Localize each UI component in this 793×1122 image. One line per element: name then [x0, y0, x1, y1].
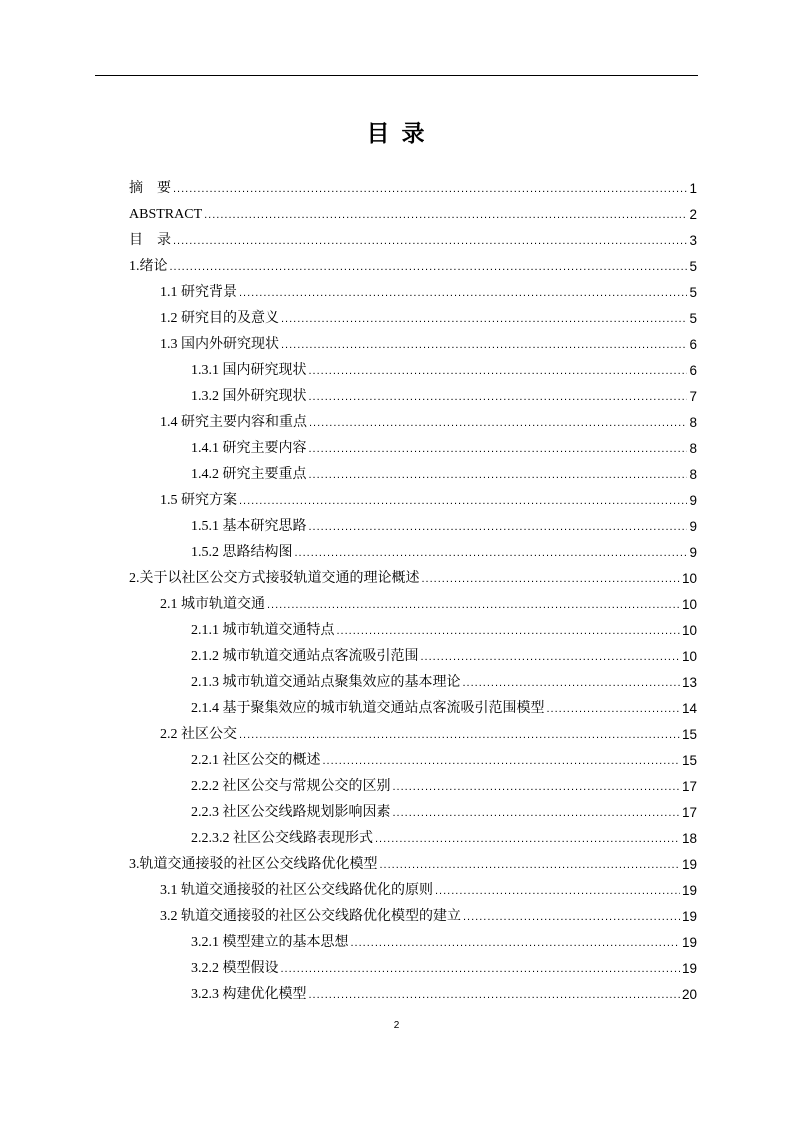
- toc-leader-dots: [435, 878, 680, 904]
- toc-entry[interactable]: [160, 904, 697, 930]
- toc-entry-label: 2.2.3 社区公交线路规划影响因素: [191, 805, 391, 820]
- toc-entry-label: 1.3.2 国外研究现状: [191, 389, 307, 404]
- toc-entry-label: 摘 要: [129, 181, 171, 196]
- toc-entry[interactable]: [191, 462, 697, 488]
- toc-entry-label: 2.1.1 城市轨道交通特点: [191, 623, 335, 638]
- toc-entry-label: 1.4 研究主要内容和重点: [160, 415, 307, 430]
- toc-entry[interactable]: [160, 488, 697, 514]
- toc-entry-page: 19: [681, 961, 697, 976]
- toc-entry[interactable]: [129, 566, 697, 592]
- toc-leader-dots: [173, 176, 687, 202]
- toc-entry-label: 3.2.1 模型建立的基本思想: [191, 935, 349, 950]
- toc-entry-label: 3.1 轨道交通接驳的社区公交线路优化的原则: [160, 883, 433, 898]
- toc-entry-page: 10: [681, 571, 697, 586]
- toc-leader-dots: [375, 826, 680, 852]
- toc-leader-dots: [463, 904, 680, 930]
- toc-leader-dots: [323, 748, 680, 774]
- toc-leader-dots: [393, 800, 680, 826]
- toc-entry[interactable]: [191, 748, 697, 774]
- toc-leader-dots: [309, 410, 687, 436]
- toc-entry-page: 8: [689, 415, 697, 430]
- toc-entry[interactable]: [191, 358, 697, 384]
- toc-leader-dots: [337, 618, 680, 644]
- toc-leader-dots: [281, 332, 687, 358]
- toc-entry[interactable]: [191, 826, 697, 852]
- page-number: 2: [393, 1020, 400, 1031]
- toc-entry[interactable]: [191, 956, 697, 982]
- toc-entry[interactable]: [191, 930, 697, 956]
- toc-entry[interactable]: [191, 696, 697, 722]
- toc-entry-page: 9: [689, 519, 697, 534]
- toc-entry-label: 1.3.1 国内研究现状: [191, 363, 307, 378]
- toc-entry[interactable]: [191, 540, 697, 566]
- toc-entry-label: 3.2.3 构建优化模型: [191, 987, 307, 1002]
- toc-leader-dots: [421, 644, 680, 670]
- toc-entry-page: 17: [681, 805, 697, 820]
- toc-entry-label: 2.1.3 城市轨道交通站点聚集效应的基本理论: [191, 675, 461, 690]
- toc-leader-dots: [309, 982, 680, 1008]
- toc-entry-label: 目 录: [129, 233, 171, 248]
- toc-entry-page: 3: [689, 233, 697, 248]
- toc-entry[interactable]: [191, 982, 697, 1008]
- toc-entry-page: 5: [689, 311, 697, 326]
- toc-entry-label: 2.2.3.2 社区公交线路表现形式: [191, 831, 373, 846]
- toc-entry-label: 2.1 城市轨道交通: [160, 597, 265, 612]
- toc-entry[interactable]: [129, 202, 697, 228]
- toc-leader-dots: [170, 254, 688, 280]
- toc-entry[interactable]: [191, 644, 697, 670]
- toc-leader-dots: [547, 696, 680, 722]
- toc-leader-dots: [239, 280, 687, 306]
- toc-entry[interactable]: [129, 254, 697, 280]
- toc-leader-dots: [281, 306, 687, 332]
- toc-entry-label: 1.3 国内外研究现状: [160, 337, 279, 352]
- toc-entry-label: 1.2 研究目的及意义: [160, 311, 279, 326]
- toc-entry-page: 19: [681, 909, 697, 924]
- toc-entry[interactable]: [191, 670, 697, 696]
- toc-entry-label: 1.5.1 基本研究思路: [191, 519, 307, 534]
- toc-entry-page: 20: [681, 987, 697, 1002]
- toc-entry-label: 3.轨道交通接驳的社区公交线路优化模型: [129, 857, 378, 872]
- toc-entry[interactable]: [191, 618, 697, 644]
- toc-entry[interactable]: [160, 306, 697, 332]
- toc-entry-page: 6: [689, 337, 697, 352]
- toc-entry[interactable]: [129, 852, 697, 878]
- toc-leader-dots: [295, 540, 688, 566]
- toc-entry-page: 19: [681, 935, 697, 950]
- toc-entry[interactable]: [191, 436, 697, 462]
- toc-entry-page: 10: [681, 623, 697, 638]
- toc-entry-label: 1.5.2 思路结构图: [191, 545, 293, 560]
- toc-leader-dots: [239, 488, 687, 514]
- toc-leader-dots: [309, 436, 688, 462]
- toc-leader-dots: [351, 930, 680, 956]
- toc-entry-label: 2.关于以社区公交方式接驳轨道交通的理论概述: [129, 571, 420, 586]
- toc-entry-label: 1.5 研究方案: [160, 493, 237, 508]
- toc-entry[interactable]: [191, 384, 697, 410]
- toc-entry-page: 6: [689, 363, 697, 378]
- toc-entry-page: 19: [681, 857, 697, 872]
- toc-entry-page: 10: [681, 597, 697, 612]
- toc-entry-label: 2.2.1 社区公交的概述: [191, 753, 321, 768]
- toc-entry-page: 14: [681, 701, 697, 716]
- toc-entry[interactable]: [129, 228, 697, 254]
- toc-entry-page: 9: [689, 493, 697, 508]
- toc-leader-dots: [393, 774, 680, 800]
- toc-entry-label: ABSTRACT: [129, 207, 203, 222]
- toc-entry[interactable]: [191, 800, 697, 826]
- page-title: 目 录: [366, 121, 427, 147]
- toc-entry-page: 5: [689, 259, 697, 274]
- toc-entry-page: 15: [681, 727, 697, 742]
- toc-leader-dots: [239, 722, 680, 748]
- toc-entry-page: 15: [681, 753, 697, 768]
- toc-entry-page: 17: [681, 779, 697, 794]
- toc-entry[interactable]: [160, 592, 697, 618]
- toc-entry-page: 13: [681, 675, 697, 690]
- toc-leader-dots: [309, 358, 688, 384]
- toc-entry[interactable]: [160, 410, 697, 436]
- toc-leader-dots: [309, 514, 688, 540]
- toc-entry[interactable]: [191, 514, 697, 540]
- toc-entry[interactable]: [129, 176, 697, 202]
- toc-entry-page: 1: [689, 181, 697, 196]
- toc-entry-label: 1.1 研究背景: [160, 285, 237, 300]
- toc-leader-dots: [267, 592, 680, 618]
- toc-leader-dots: [309, 462, 688, 488]
- toc-entry-page: 9: [689, 545, 697, 560]
- toc-entry-page: 2: [689, 207, 697, 222]
- toc-entry[interactable]: [191, 774, 697, 800]
- toc-entry-page: 19: [681, 883, 697, 898]
- toc-leader-dots: [309, 384, 688, 410]
- toc-entry-label: 3.2 轨道交通接驳的社区公交线路优化模型的建立: [160, 909, 461, 924]
- toc-leader-dots: [204, 202, 687, 228]
- toc-entry-label: 1.4.2 研究主要重点: [191, 467, 307, 482]
- toc-entry[interactable]: [160, 722, 697, 748]
- toc-leader-dots: [281, 956, 680, 982]
- toc-entry[interactable]: [160, 878, 697, 904]
- toc-leader-dots: [463, 670, 680, 696]
- toc-entry-label: 1.4.1 研究主要内容: [191, 441, 307, 456]
- toc-entry-page: 8: [689, 441, 697, 456]
- toc-leader-dots: [380, 852, 680, 878]
- toc-entry[interactable]: [160, 280, 697, 306]
- toc-entry-page: 7: [689, 389, 697, 404]
- toc-entry-label: 2.2 社区公交: [160, 727, 237, 742]
- toc-entry-page: 18: [681, 831, 697, 846]
- toc-entry-label: 1.绪论: [129, 259, 168, 274]
- toc-entry-page: 10: [681, 649, 697, 664]
- toc-entry[interactable]: [160, 332, 697, 358]
- toc-leader-dots: [173, 228, 687, 254]
- toc-entry-page: 8: [689, 467, 697, 482]
- toc-entry-label: 2.1.4 基于聚集效应的城市轨道交通站点客流吸引范围模型: [191, 701, 545, 716]
- toc-entry-label: 3.2.2 模型假设: [191, 961, 279, 976]
- toc-entry-page: 5: [689, 285, 697, 300]
- toc-leader-dots: [422, 566, 680, 592]
- header-rule: [95, 75, 698, 76]
- toc-entry-label: 2.1.2 城市轨道交通站点客流吸引范围: [191, 649, 419, 664]
- toc-entry-label: 2.2.2 社区公交与常规公交的区别: [191, 779, 391, 794]
